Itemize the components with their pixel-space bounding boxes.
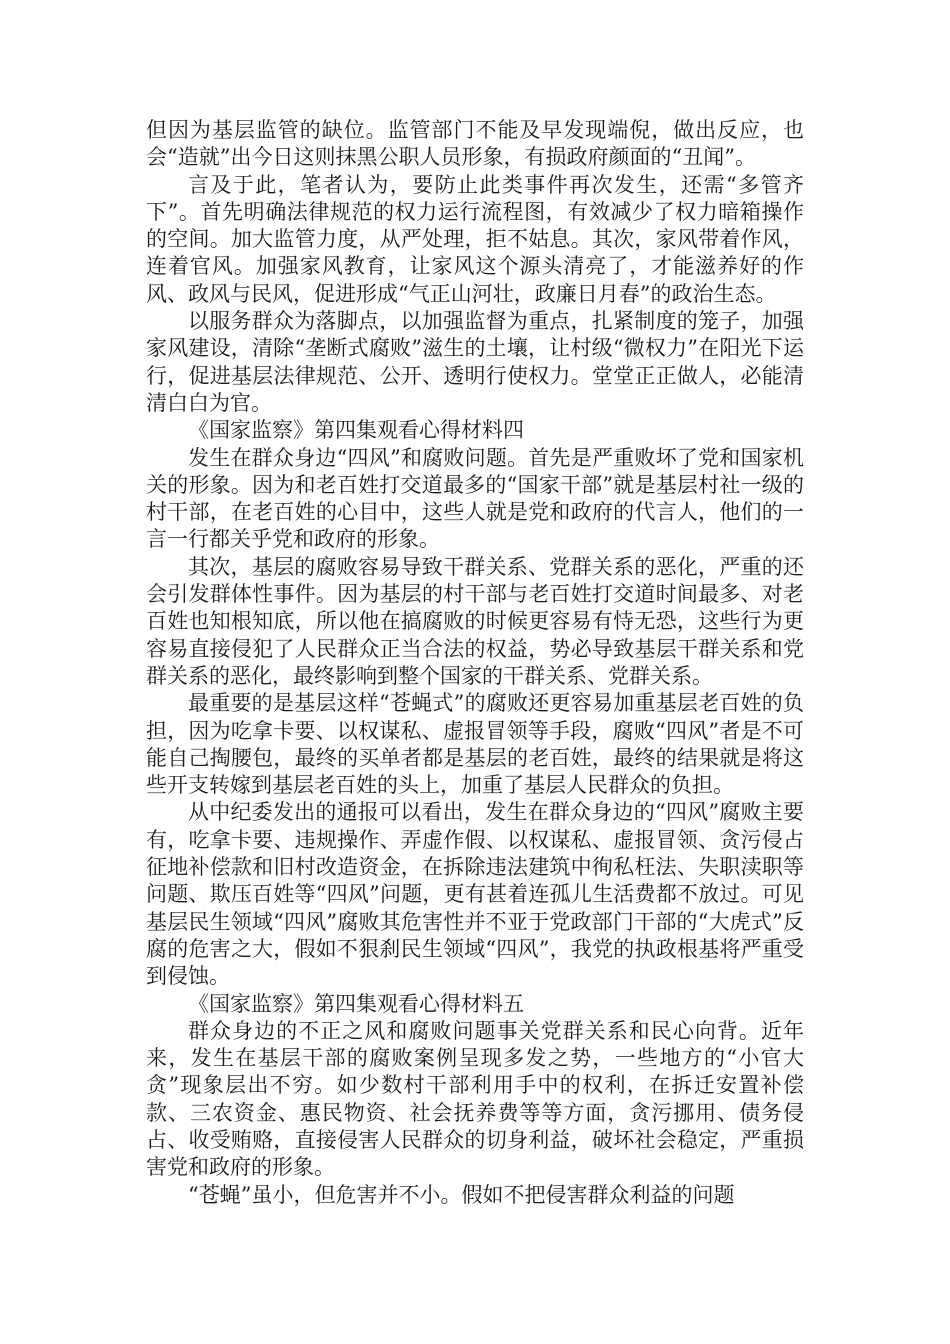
paragraph-7: 最重要的是基层这样“苍蝇式”的腐败还更容易加重基层老百姓的负担，因为吃拿卡要、以权谋私、虚报冒领等手段，腐败“四风”者是不可能自己掏腰包，最终的买单者都是基层的老百姓，最终的结果就是将这些开支转嫁到基层老百姓的头上，加重了基层人民群众的负担。 (146, 691, 804, 798)
paragraph-8: 从中纪委发出的通报可以看出，发生在群众身边的“四风”腐败主要有，吃拿卡要、违规操作、弄虚作假、以权谋私、虚报冒领、贪污侵占征地补偿款和旧村改造资金，在拆除违法建筑中徇私枉法、失职渎职等问题、欺压百姓等“四风”问题，更有甚着连孤儿生活费都不放过。可见基层民生领域“四风”腐败其危害性并不亚于党政部门干部的“大虎式”反腐的危害之大，假如不狠刹民生领域“四风”，我党的执政根基将严重受到侵蚀。 (146, 800, 804, 989)
document-page (146, 117, 804, 1209)
section-heading-4: 《国家监察》第四集观看心得材料四 (188, 418, 524, 443)
paragraph-6: 其次，基层的腐败容易导致干群关系、党群关系的恶化，严重的还会引发群体性事件。因为基层的村干部与老百姓打交道时间最多、对老百姓也知根知底，所以他在搞腐败的时候更容易有恃无恐，这些行为更容易直接侵犯了人民群众正当合法的权益，势必导致基层干群关系和党群关系的恶化，最终影响到整个国家的干群关系、党群关系。 (146, 554, 804, 688)
paragraph-3: 以服务群众为落脚点，以加强监督为重点，扎紧制度的笼子，加强家风建设，清除“垄断式腐败”滋生的土壤，让村级“微权力”在阳光下运行，促进基层法律规范、公开、透明行使权力。堂堂正正做人，必能清清白白为官。 (146, 309, 804, 415)
paragraph-5: 发生在群众身边“四风”和腐败问题。首先是严重败坏了党和国家机关的形象。因为和老百姓打交道最多的“国家干部”就是基层村社一级的村干部，在老百姓的心目中，这些人就是党和政府的代言人，他们的一言一行都关乎党和政府的形象。 (146, 445, 804, 552)
section-heading-5: 《国家监察》第四集观看心得材料五 (188, 991, 524, 1016)
paragraph-11: “苍蝇”虽小，但危害并不小。假如不把侵害群众利益的问题 (188, 1182, 735, 1207)
paragraph-1: 但因为基层监管的缺位。监管部门不能及早发现端倪，做出反应，也会“造就”出今日这则抹黑公职人员形象，有损政府颜面的“丑闻”。 (146, 118, 804, 170)
paragraph-2: 言及于此，笔者认为，要防止此类事件再次发生，还需“多管齐下”。首先明确法律规范的权力运行流程图，有效减少了权力暗箱操作的空间。加大监管力度，从严处理，拒不姑息。其次，家风带着作风，连着官风。加强家风教育，让家风这个源头清亮了，才能滋养好的作风、政风与民风，促进形成“气正山河壮，政廉日月春”的政治生态。 (146, 172, 804, 306)
paragraph-10: 群众身边的不正之风和腐败问题事关党群关系和民心向背。近年来，发生在基层干部的腐败案例呈现多发之势，一些地方的“小官大贪”现象层出不穷。如少数村干部利用手中的权利，在拆迁安置补偿款、三农资金、惠民物资、社会抚养费等等方面，贪污挪用、债务侵占、收受贿赂，直接侵害人民群众的切身利益，破坏社会稳定，严重损害党和政府的形象。 (146, 1018, 804, 1180)
